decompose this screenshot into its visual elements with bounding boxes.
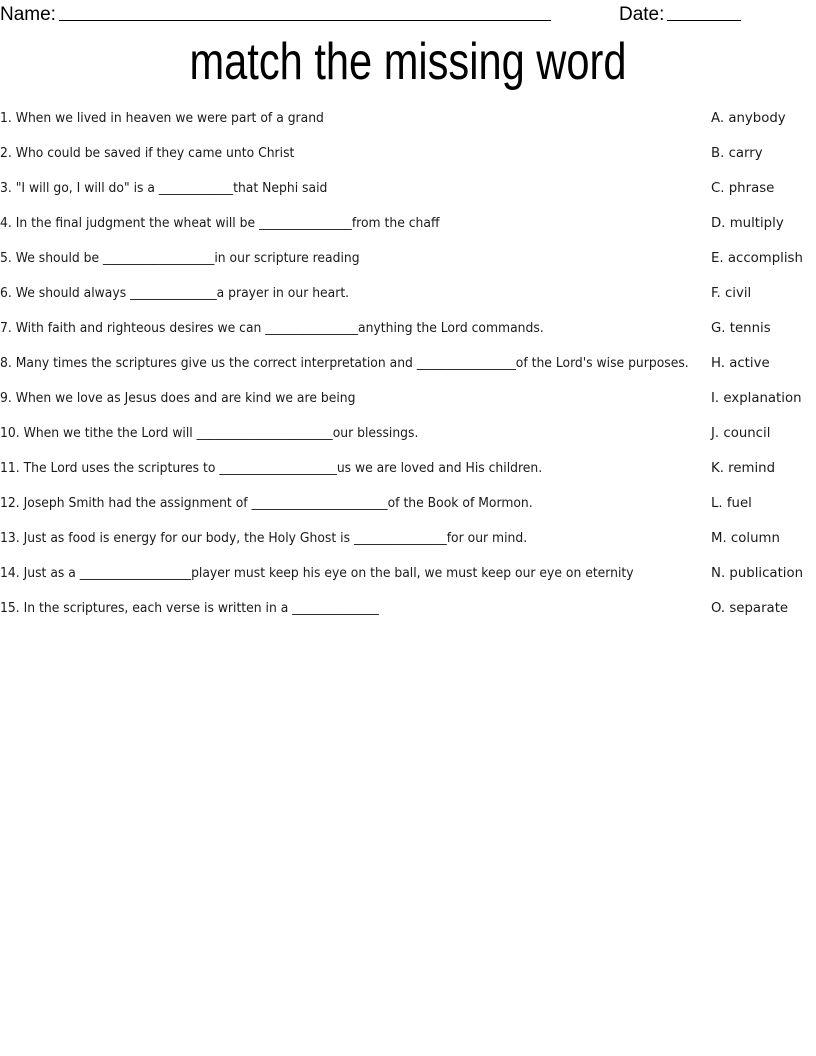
question-text[interactable]: When we lived in heaven we were part of a grand [11,111,324,126]
answer-word: carry [724,146,763,161]
question-number: 2. [0,146,12,161]
question-text[interactable]: Joseph Smith had the assignment of ______________________of the Book of Mormon. [19,496,533,511]
answer-letter: G. [711,321,726,336]
answer-option[interactable] [711,423,770,458]
question-row [0,178,699,200]
date-input-line[interactable] [667,3,741,21]
question-number: 5. [0,251,12,266]
name-label: Name: [0,4,56,25]
question-number: 11. [0,461,20,476]
answer-option[interactable] [711,528,780,563]
answer-word: publication [725,566,804,581]
answer-letter: K. [711,461,724,476]
question-number: 3. [0,181,12,196]
question-text[interactable]: With faith and righteous desires we can _______________anything the Lord commands. [11,321,544,336]
question-text[interactable]: Who could be saved if they came unto Christ [11,146,295,161]
answer-option[interactable] [711,283,751,318]
answer-word: accomplish [723,251,803,266]
answer-option[interactable] [711,598,788,633]
question-text[interactable]: Many times the scriptures give us the correct interpretation and ________________of the Lord's wise purposes. [11,356,689,371]
answer-option[interactable] [711,458,775,493]
question-number: 8. [0,356,12,371]
answer-letter: D. [711,216,726,231]
answer-letter: I. [711,391,720,406]
answer-word: explanation [719,391,802,406]
answer-option[interactable] [711,353,770,388]
question-row [0,143,699,165]
answer-letter: B. [711,146,725,161]
answer-option[interactable] [711,213,784,248]
question-number: 7. [0,321,12,336]
student-info-header [0,0,816,26]
question-row [0,598,699,620]
answer-option[interactable] [711,318,771,353]
question-number: 1. [0,111,12,126]
question-text[interactable]: In the final judgment the wheat will be _______________from the chaff [11,216,440,231]
answer-option[interactable] [711,493,752,528]
question-row [0,353,699,375]
question-number: 10. [0,426,20,441]
answer-word: phrase [724,181,775,196]
answer-letter: L. [711,496,723,511]
answer-option[interactable] [711,388,802,423]
answer-option[interactable] [711,563,803,598]
answer-word: tennis [725,321,771,336]
answer-option[interactable] [711,248,803,283]
question-text[interactable]: We should always ______________a prayer in our heart. [11,286,350,301]
question-number: 9. [0,391,12,406]
question-text[interactable]: In the scriptures, each verse is written in a ______________ [19,601,379,616]
answer-letter: E. [711,251,724,266]
question-row [0,563,699,585]
answer-word: remind [723,461,776,476]
answer-option[interactable] [711,178,774,213]
answer-word: council [719,426,771,441]
answer-letter: J. [711,426,720,441]
question-text[interactable]: When we tithe the Lord will ______________________our blessings. [19,426,419,441]
answer-word: separate [725,601,789,616]
answer-word: multiply [725,216,784,231]
question-row [0,528,699,550]
answer-word: fuel [722,496,752,511]
page-title: match the missing word [189,33,627,91]
answer-letter: A. [711,111,725,126]
question-row [0,213,699,235]
question-text[interactable]: Just as a __________________player must keep his eye on the ball, we must keep our eye on eternity [19,566,634,581]
answer-letter: M. [711,531,727,546]
name-input-line[interactable] [59,3,551,21]
question-row [0,423,699,445]
answer-word: active [725,356,770,371]
question-row [0,458,699,480]
question-row [0,248,699,270]
question-number: 15. [0,601,20,616]
question-text[interactable]: When we love as Jesus does and are kind we are being [11,391,356,406]
answer-letter: O. [711,601,726,616]
answer-word: column [726,531,780,546]
answer-word: anybody [724,111,786,126]
answer-letter: F. [711,286,721,301]
question-number: 4. [0,216,12,231]
question-text[interactable]: Just as food is energy for our body, the Holy Ghost is _______________for our mind. [19,531,528,546]
date-label: Date: [618,4,665,25]
answer-option[interactable] [711,143,763,178]
question-number: 13. [0,531,20,546]
answer-word: civil [720,286,752,301]
question-text[interactable]: "I will go, I will do" is a ____________that Nephi said [11,181,328,196]
question-row [0,318,699,340]
question-row [0,283,699,305]
questions-list [0,108,700,633]
answer-letter: N. [711,566,726,581]
question-row [0,388,699,410]
question-row [0,493,699,515]
answer-letter: C. [711,181,725,196]
answer-option[interactable] [711,108,786,143]
question-text[interactable]: We should be __________________in our scripture reading [11,251,360,266]
question-text[interactable]: The Lord uses the scriptures to ___________________us we are loved and His children. [19,461,543,476]
question-row [0,108,699,130]
question-number: 12. [0,496,20,511]
answer-letter: H. [711,356,725,371]
question-number: 14. [0,566,20,581]
question-number: 6. [0,286,12,301]
